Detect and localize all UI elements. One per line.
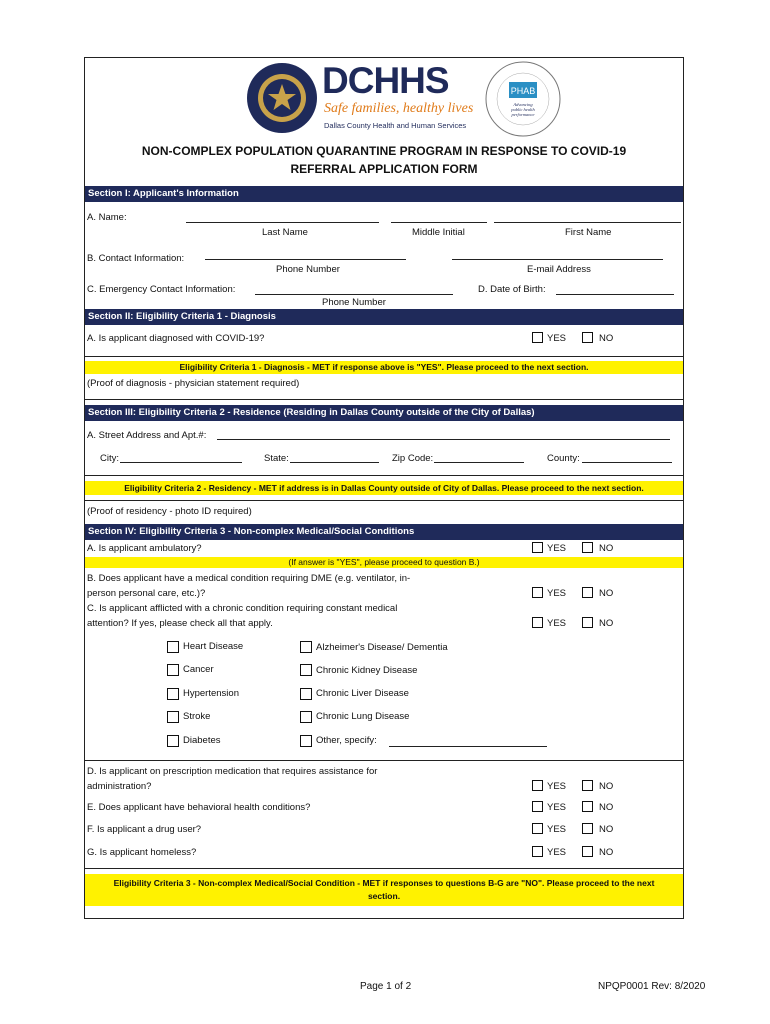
behavioral-yes-checkbox[interactable] (532, 801, 543, 812)
homeless-no-label: NO (599, 847, 614, 858)
diagnosis-proof: (Proof of diagnosis - physician statement required) (87, 378, 300, 389)
drug-user-no-checkbox[interactable] (582, 823, 593, 834)
liver-disease-checkbox[interactable] (300, 688, 312, 700)
chronic-no-checkbox[interactable] (582, 617, 593, 628)
chronic-yes-label: YES (547, 618, 567, 629)
section1-heading: Section I: Applicant's Information (85, 186, 683, 202)
zip-field[interactable] (434, 462, 524, 463)
medication-no-checkbox[interactable] (582, 780, 593, 791)
org-name: Dallas County Health and Human Services (324, 121, 467, 130)
state-field[interactable] (290, 462, 379, 463)
state-label: State: (264, 453, 289, 464)
lung-disease-checkbox[interactable] (300, 711, 312, 723)
alzheimers-label: Alzheimer's Disease/ Dementia (316, 642, 448, 653)
homeless-yes-label: YES (547, 847, 567, 858)
heart-disease-checkbox[interactable] (167, 641, 179, 653)
medication-question-line2: administration? (87, 781, 152, 792)
medication-yes-checkbox[interactable] (532, 780, 543, 791)
medication-yes-label: YES (547, 781, 567, 792)
divider (85, 868, 683, 869)
dme-question-line1: B. Does applicant have a medical condition requiring DME (e.g. ventilator, in- (87, 573, 411, 584)
dob-field[interactable] (556, 294, 674, 295)
email-field[interactable] (452, 259, 663, 260)
covid-yes-label: YES (547, 333, 567, 344)
chronic-no-label: NO (599, 618, 614, 629)
dme-no-checkbox[interactable] (582, 587, 593, 598)
medication-no-label: NO (599, 781, 614, 792)
drug-user-yes-checkbox[interactable] (532, 823, 543, 834)
medication-question-line1: D. Is applicant on prescription medication that requires assistance for (87, 766, 378, 777)
criteria3-note-line2: section. (367, 891, 401, 901)
diabetes-checkbox[interactable] (167, 735, 179, 747)
ambulatory-yes-label: YES (547, 543, 567, 554)
svg-text:Advancing: Advancing (513, 102, 533, 107)
covid-no-label: NO (599, 333, 614, 344)
ambulatory-no-checkbox[interactable] (582, 542, 593, 553)
chronic-question-line2: attention? If yes, please check all that apply. (87, 618, 273, 629)
criteria1-note: Eligibility Criteria 1 - Diagnosis - MET if response above is "YES". Please proceed to the next section. (85, 361, 683, 374)
tagline: Safe families, healthy lives (324, 101, 474, 116)
phab-accreditation-icon (484, 60, 562, 138)
revision-number: NPQP0001 Rev: 8/2020 (598, 981, 706, 992)
section4-heading: Section IV: Eligibility Criteria 3 - Non-complex Medical/Social Conditions (85, 524, 683, 540)
cancer-label: Cancer (183, 664, 214, 675)
drug-user-no-label: NO (599, 824, 614, 835)
behavioral-no-checkbox[interactable] (582, 801, 593, 812)
city-field[interactable] (120, 462, 242, 463)
middle-initial-field[interactable] (391, 222, 487, 223)
other-condition-label: Other, specify: (316, 735, 377, 746)
behavioral-no-label: NO (599, 802, 614, 813)
county-field[interactable] (582, 462, 672, 463)
kidney-disease-checkbox[interactable] (300, 664, 312, 676)
svg-text:public health: public health (511, 107, 535, 112)
svg-text:PHAB: PHAB (510, 86, 536, 96)
section2-heading: Section II: Eligibility Criteria 1 - Diagnosis (85, 309, 683, 325)
dme-no-label: NO (599, 588, 614, 599)
emergency-label: C. Emergency Contact Information: (87, 284, 236, 295)
alzheimers-checkbox[interactable] (300, 641, 312, 653)
ambulatory-no-label: NO (599, 543, 614, 554)
covid-yes-checkbox[interactable] (532, 332, 543, 343)
homeless-no-checkbox[interactable] (582, 846, 593, 857)
kidney-disease-label: Chronic Kidney Disease (316, 665, 418, 676)
last-name-field[interactable] (186, 222, 379, 223)
hypertension-checkbox[interactable] (167, 688, 179, 700)
middle-initial-caption: Middle Initial (412, 227, 465, 238)
street-label: A. Street Address and Apt.#: (87, 430, 207, 441)
divider (85, 500, 683, 501)
behavioral-yes-label: YES (547, 802, 567, 813)
divider (85, 760, 683, 761)
divider (85, 399, 683, 400)
city-label: City: (100, 453, 119, 464)
criteria2-note: Eligibility Criteria 2 - Residency - MET if address is in Dallas County outside of City of Dallas. Please proceed to the next section. (85, 481, 683, 495)
divider (85, 475, 683, 476)
other-condition-checkbox[interactable] (300, 735, 312, 747)
contact-label: B. Contact Information: (87, 253, 185, 264)
svg-text:performance: performance (511, 112, 535, 117)
behavioral-question: E. Does applicant have behavioral health conditions? (87, 802, 311, 813)
dallas-county-seal-icon (246, 62, 318, 134)
divider (85, 356, 683, 357)
homeless-yes-checkbox[interactable] (532, 846, 543, 857)
first-name-field[interactable] (494, 222, 681, 223)
stroke-label: Stroke (183, 711, 211, 722)
dchhs-brand: DCHHS (322, 60, 449, 101)
cancer-checkbox[interactable] (167, 664, 179, 676)
last-name-caption: Last Name (262, 227, 308, 238)
liver-disease-label: Chronic Liver Disease (316, 688, 409, 699)
covid-question: A. Is applicant diagnosed with COVID-19? (87, 333, 265, 344)
zip-label: Zip Code: (392, 453, 434, 464)
chronic-yes-checkbox[interactable] (532, 617, 543, 628)
section3-heading: Section III: Eligibility Criteria 2 - Residence (Residing in Dallas County outside of the City of Dallas) (85, 405, 683, 421)
ambulatory-yes-checkbox[interactable] (532, 542, 543, 553)
form-title-line1: NON-COMPLEX POPULATION QUARANTINE PROGRAM IN RESPONSE TO COVID-19 (141, 144, 627, 158)
emergency-phone-field[interactable] (255, 294, 453, 295)
hypertension-label: Hypertension (183, 688, 239, 699)
criteria3-note-line1: Eligibility Criteria 3 - Non-complex Medical/Social Condition - MET if responses to questions B-G are "NO". Please proceed to the next (113, 878, 655, 888)
covid-no-checkbox[interactable] (582, 332, 593, 343)
name-label: A. Name: (87, 212, 127, 223)
ambulatory-note: (If answer is "YES", please proceed to question B.) (85, 557, 683, 568)
dme-yes-label: YES (547, 588, 567, 599)
drug-user-question: F. Is applicant a drug user? (87, 824, 202, 835)
county-label: County: (547, 453, 580, 464)
form-title-line2: REFERRAL APPLICATION FORM (290, 162, 478, 176)
dme-yes-checkbox[interactable] (532, 587, 543, 598)
drug-user-yes-label: YES (547, 824, 567, 835)
dob-label: D. Date of Birth: (478, 284, 546, 295)
residency-proof: (Proof of residency - photo ID required) (87, 506, 252, 517)
email-caption: E-mail Address (527, 264, 591, 275)
lung-disease-label: Chronic Lung Disease (316, 711, 410, 722)
first-name-caption: First Name (565, 227, 612, 238)
ambulatory-question: A. Is applicant ambulatory? (87, 543, 202, 554)
phone-caption: Phone Number (276, 264, 340, 275)
phone-field[interactable] (205, 259, 406, 260)
diabetes-label: Diabetes (183, 735, 221, 746)
heart-disease-label: Heart Disease (183, 641, 244, 652)
dme-question-line2: person personal care, etc.)? (87, 588, 206, 599)
criteria3-note (85, 874, 683, 906)
chronic-question-line1: C. Is applicant afflicted with a chronic condition requiring constant medical (87, 603, 398, 614)
street-field[interactable] (217, 439, 670, 440)
page-number: Page 1 of 2 (360, 981, 412, 992)
emergency-phone-caption: Phone Number (322, 297, 386, 308)
homeless-question: G. Is applicant homeless? (87, 847, 197, 858)
other-specify-field[interactable] (389, 746, 547, 747)
stroke-checkbox[interactable] (167, 711, 179, 723)
